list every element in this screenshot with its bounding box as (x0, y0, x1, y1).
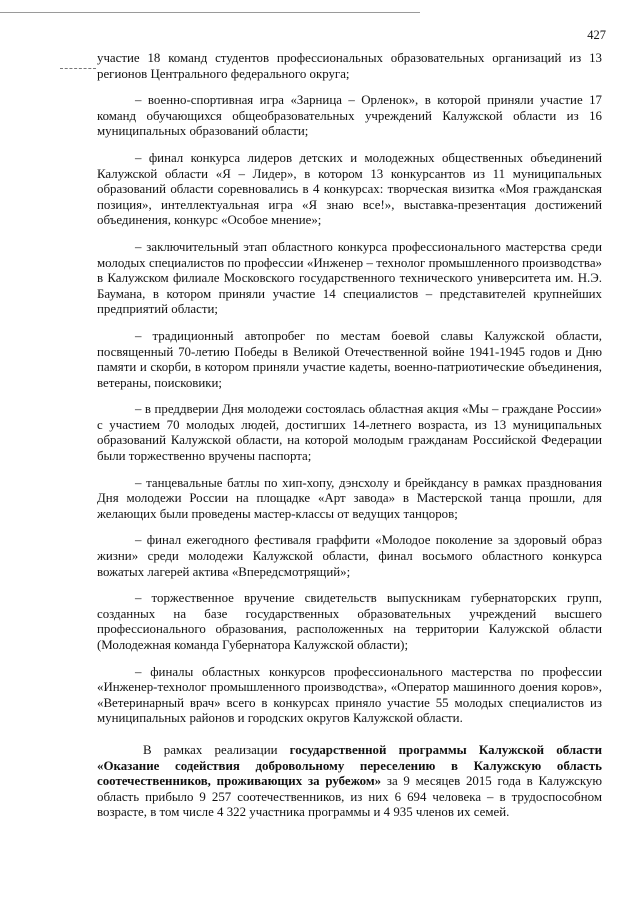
paragraph-governor-groups: – торжественное вручение свидетельств выпускникам губернаторских групп, созданных на базе государственных образовательных учреждений высшего профессионального образования, расположенных на территории Калужской области (Молодежная команда Губернатора Калужской области); (97, 591, 602, 652)
paragraph-citizens-action: – в преддверии Дня молодежи состоялась областная акция «Мы – граждане России» с участием 70 молодых людей, достигших 14-летнего возраста, из 13 муниципальных образований Калужской области, на которой молодым гражданам Российской Федерации были торжественно вручены паспорта; (97, 402, 602, 464)
paragraph-zarnitsa: – военно-спортивная игра «Зарница – Орленок», в которой приняли участие 17 команд обучающихся общеобразовательных учреждений Калужской области из 16 муниципальных образований области; (97, 93, 602, 139)
program-results-text: за 9 месяцев 2015 года в Калужскую область прибыло 9 257 соотечественников, из них 6 694 человека – в трудоспособном возрасте, в том числе 4 322 участника программы и 4 935 членов их семей. (97, 774, 602, 820)
scan-top-line (0, 12, 420, 13)
paragraph-ya-lider: – финал конкурса лидеров детских и молодежных общественных объединений Калужской области «Я – Лидер», в котором 13 конкурсантов из 11 муниципальных образований области соревновались в 4 конкурсах: творческая визитка «Моя гражданская позиция», интеллектуальная игра «Я знаю все!», выставка-презентация достижений объединения, конкурс «Особое мнение»; (97, 150, 602, 228)
paragraph-dance-battles: – танцевальные батлы по хип-хопу, дэнсхолу и брейкдансу в рамках празднования Дня молодежи России на площадке «Арт завода» в Мастерской танца прошли, для желающих были проведены мастер-классы от ведущих танцоров; (97, 475, 602, 521)
document-body (97, 51, 602, 832)
program-name: государственной программы Калужской области «Оказание содействия добровольному переселению в Калужскую область соотечественников, проживающих за рубежом» (97, 742, 603, 789)
paragraph-engineer-contest: – заключительный этап областного конкурса профессионального мастерства среди молодых специалистов по профессии «Инженер – технолог промышленного производства» в Калужском филиале Московского государственного технического университета им. Н.Э. Баумана, в котором приняли участие 14 специалистов – представителей крупнейших предприятий области; (97, 239, 602, 317)
scan-left-dash (60, 68, 96, 69)
paragraph-resettlement-program (97, 743, 602, 821)
paragraph-continuation: участие 18 команд студентов профессиональных образовательных организаций из 13 регионов Центрального федерального округа; (97, 51, 602, 81)
page-number: 427 (587, 28, 606, 42)
program-intro-text: В рамках реализации (143, 742, 290, 757)
paragraph-finals: – финалы областных конкурсов профессионального мастерства по профессии «Инженер-технолог промышленного производства», «Оператор машинного доения коров», «Ветеринарный врач» всего в конкурсах приняло участие 55 молодых специалистов из муниципальных районов и городских округов Калужской области. (97, 664, 602, 726)
paragraph-autorally: – традиционный автопробег по местам боевой славы Калужской области, посвященный 70-летию Победы в Великой Отечественной войне 1941-1945 годов и Дню памяти и скорби, в котором приняли участие кадеты, военно-патриотические объединения, ветераны, поисковики; (97, 328, 602, 390)
paragraph-graffiti: – финал ежегодного фестиваля граффити «Молодое поколение за здоровый образ жизни» среди молодежи Калужской области, финал восьмого областного конкурса вожатых лагерей актива «Впередсмотрящий»; (97, 533, 602, 579)
